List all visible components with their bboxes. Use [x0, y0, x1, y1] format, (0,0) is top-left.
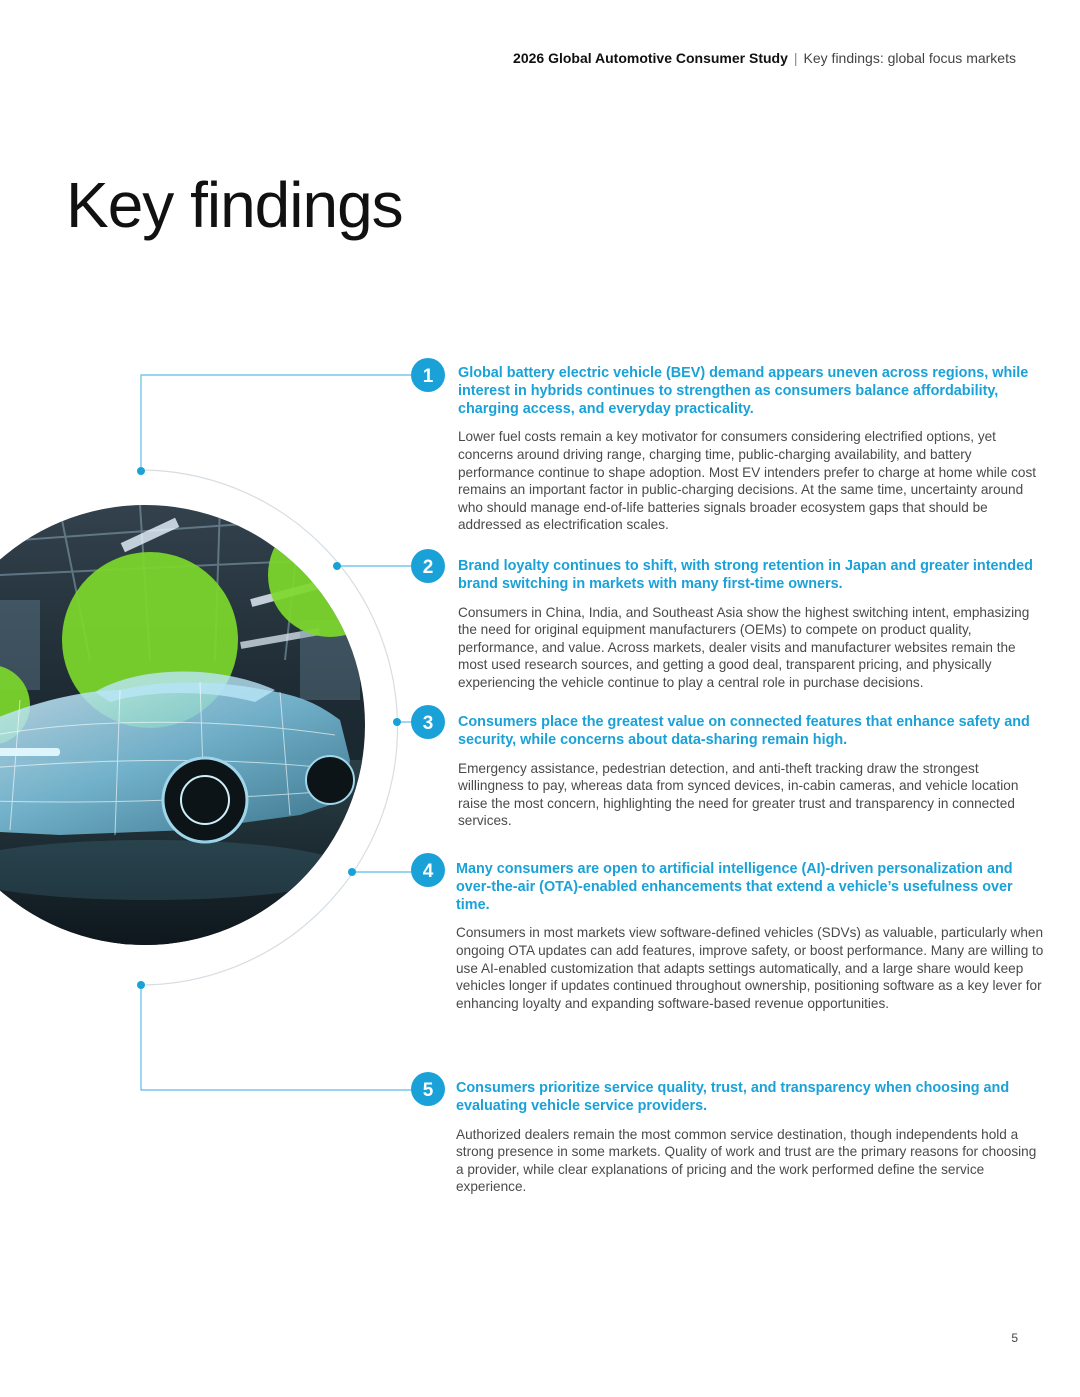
finding-4-number: 4: [422, 861, 434, 882]
finding-2-body: Consumers in China, India, and Southeast Asia show the highest switching intent, emphasizing the need for original equipment manufacturers (OEMs) to compete on product quality, performance, and value. Across markets, dealer visits and manufacturer websites remain the most used research sources, and getting a good deal, transparent pricing, and physically experiencing the vehicle continue to play a central role in purchase decisions.: [458, 604, 1030, 690]
finding-3-number: 3: [422, 713, 434, 734]
finding-2-number: 2: [422, 557, 434, 578]
finding-5: [456, 1080, 1046, 1196]
finding-1-number: 1: [422, 366, 434, 387]
finding-4-body: Consumers in most markets view software-defined vehicles (SDVs) as valuable, particularly when ongoing OTA updates can add features, improve safety, or boost performance. Many are willing to use AI-enabled customization that adapts settings automatically, and a large share would keep vehicles longer if updates continued throughout ownership, positioning software as a key lever for enhancing loyalty and expanding software-based revenue opportunities.: [456, 925, 1044, 1011]
page-header: [513, 50, 1016, 66]
finding-4: [456, 861, 1046, 1012]
finding-5-body: Authorized dealers remain the most common service destination, though independents hold a strong presence in some markets. Quality of work and trust are the primary reasons for choosing a provider, while clear explanations of pricing and the work performed define the service experience.: [456, 1126, 1037, 1195]
finding-2-heading: Brand loyalty continues to shift, with strong retention in Japan and greater intended brand switching in markets with many first-time owners.: [458, 558, 1033, 592]
finding-3-badge: [411, 705, 445, 739]
finding-2: [458, 558, 1048, 692]
page-title: Key findings: [66, 169, 403, 241]
finding-2-badge: [411, 549, 445, 583]
finding-3: [458, 714, 1048, 830]
finding-3-body: Emergency assistance, pedestrian detection, and anti-theft tracking draw the strongest willingness to pay, whereas data from synced devices, in-cabin cameras, and vehicle location raise the most concern, highlighting the need for greater trust and transparency in connected services.: [458, 760, 1019, 829]
page-number: 5: [1011, 1331, 1018, 1345]
header-separator: |: [793, 50, 798, 66]
finding-5-heading: Consumers prioritize service quality, trust, and transparency when choosing and evaluating vehicle service providers.: [456, 1080, 1010, 1114]
finding-5-number: 5: [422, 1080, 434, 1101]
finding-4-heading: Many consumers are open to artificial intelligence (AI)-driven personalization and over-the-air (OTA)-enabled enhancements that extend a vehicle’s usefulness over time.: [456, 861, 1013, 913]
section-title: Key findings: global focus markets: [803, 50, 1016, 66]
finding-1: [458, 365, 1048, 534]
finding-1-heading: Global battery electric vehicle (BEV) demand appears uneven across regions, while interest in hybrids continues to strengthen as consumers balance affordability, charging access, and everyday practicality.: [458, 365, 1029, 417]
findings-graphic: [0, 340, 460, 1140]
study-title: 2026 Global Automotive Consumer Study: [513, 50, 788, 66]
finding-1-body: Lower fuel costs remain a key motivator for consumers considering electrified options, yet concerns around driving range, charging time, public-charging availability, and battery performance continue to shape adoption. Most EV intenders prefer to charge at home while cost remains an important factor in public-charging decisions. At the same time, uncertainty around who should manage end-of-life batteries signals broader ecosystem gaps that should be addressed as electrification scales.: [458, 429, 1037, 533]
car-wireframe-image: [0, 500, 392, 960]
finding-3-heading: Consumers place the greatest value on connected features that enhance safety and security, while concerns about data-sharing remain high.: [458, 714, 1030, 748]
finding-5-badge: [411, 1072, 445, 1106]
finding-1-badge: [411, 358, 445, 392]
finding-4-badge: [411, 853, 445, 887]
